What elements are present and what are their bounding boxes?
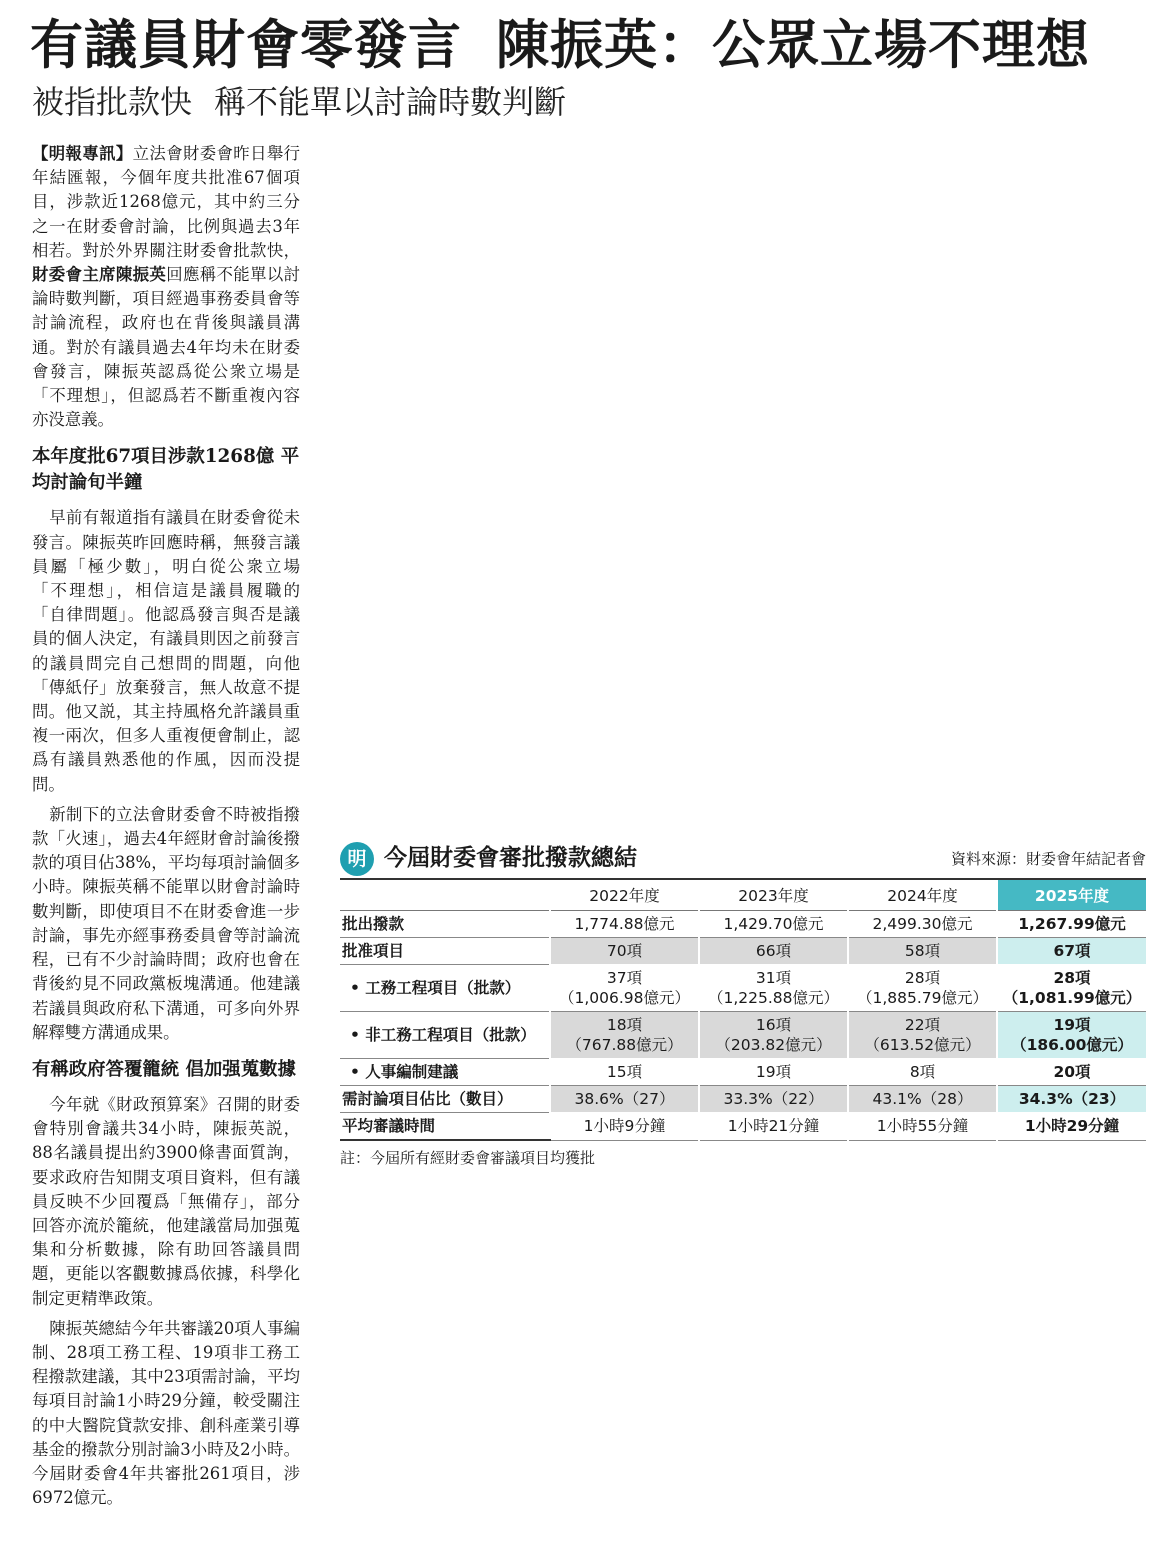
table-cell: 28項 （1,885.79億元） xyxy=(848,965,997,1012)
table-row xyxy=(340,938,1146,965)
table-cell: 1,267.99億元 xyxy=(997,911,1146,938)
table-cell: 19項 （186.00億元） xyxy=(997,1012,1146,1059)
headline-part1: 有議員財會零發言 xyxy=(30,14,462,76)
table-cell: 70項 xyxy=(550,938,699,965)
table-row xyxy=(340,911,1146,938)
table-cell: 1小時55分鐘 xyxy=(848,1113,997,1141)
table-cell: 22項 （613.52億元） xyxy=(848,1012,997,1059)
table-cell: 31項 （1,225.88億元） xyxy=(699,965,848,1012)
table-row xyxy=(340,1113,1146,1141)
table-title: 今屆財委會審批撥款總結 xyxy=(384,845,637,871)
row-label: 平均審議時間 xyxy=(340,1113,550,1141)
article-paragraph: 早前有報道指有議員在財委會從未發言。陳振英昨回應時稱，無發言議員屬「極少數」，明白從公衆立場「不理想」，相信這是議員履職的「自律問題」。他認爲發言與否是議員的個人決定，有議員則因之前發言的議員問完自己想問的問題，向他「傳紙仔」放棄發言，無人故意不提問。他又説，其主持風格允許議員重複一兩次，但多人重複便會制止，認爲有議員熟悉他的作風，因而没提問。 xyxy=(32,508,300,794)
table-header-year: 2023年度 xyxy=(699,879,848,911)
table-cell: 66項 xyxy=(699,938,848,965)
table-row xyxy=(340,1012,1146,1059)
mingpao-logo-icon: 明 xyxy=(340,842,374,876)
table-cell: 15項 xyxy=(550,1059,699,1086)
table-cell: 34.3%（23） xyxy=(997,1086,1146,1113)
row-label: • 人事編制建議 xyxy=(340,1059,550,1086)
table-row xyxy=(340,1086,1146,1113)
table-cell: 19項 xyxy=(699,1059,848,1086)
table-cell: 58項 xyxy=(848,938,997,965)
table-cell: 1小時9分鐘 xyxy=(550,1113,699,1141)
table-source: 資料來源：財委會年結記者會 xyxy=(950,850,1146,868)
section-subheading: 有稱政府答覆籠統 倡加强蒐數據 xyxy=(32,1058,296,1080)
table-header-row xyxy=(340,879,1146,911)
table-cell: 1,429.70億元 xyxy=(699,911,848,938)
subhead-part2: 稱不能單以討論時數判斷 xyxy=(214,83,567,121)
table-cell: 38.6%（27） xyxy=(550,1086,699,1113)
table-header-year: 2024年度 xyxy=(848,879,997,911)
article-paragraph: 陳振英總結今年共審議20項人事編制、28項工務工程、19項非工務工程撥款建議，其中23項需討論，平均每項目討論1小時29分鐘，較受關注的中大醫院貸款安排、創科產業引導基金的撥款分別討論3小時及2小時。今屆財委會4年共審批261項目，涉6972億元。 xyxy=(32,1318,300,1508)
row-label: 需討論項目佔比（數目） xyxy=(340,1086,550,1113)
subheadline xyxy=(32,82,566,122)
section-subheading: 本年度批67項目涉款1268億 平均討論旬半鐘 xyxy=(32,446,300,494)
article-paragraph: 今年就《財政預算案》召開的財委會特別會議共34小時，陳振英説，88名議員提出約3900條書面質詢，要求政府告知開支項目資料，但有議員反映不少回覆爲「無備存」，部分回答亦流於籠統，他建議當局加强蒐集和分析數據，除有助回答議員問題，更能以客觀數據爲依據，科學化制定更精準政策。 xyxy=(32,1094,300,1308)
headline-part2: 陳振英：公眾立場不理想 xyxy=(496,14,1090,76)
table-cell: 8項 xyxy=(848,1059,997,1086)
table-header-bar xyxy=(340,840,1146,878)
row-label: • 工務工程項目（批款） xyxy=(340,965,550,1012)
table-row xyxy=(340,965,1146,1012)
row-label: • 非工務工程項目（批款） xyxy=(340,1012,550,1059)
highlighted-name: 財委會主席陳振英 xyxy=(32,265,167,285)
subhead-part1: 被指批款快 xyxy=(32,83,193,121)
summary-table xyxy=(340,878,1146,1141)
table-cell: 1小時29分鐘 xyxy=(997,1113,1146,1141)
table-cell: 2,499.30億元 xyxy=(848,911,997,938)
byline: 【明報專訊】 xyxy=(32,144,133,163)
paragraph-text: 回應稱不能單以討論時數判斷，項目經過事務委員會等討論流程，政府也在背後與議員溝通。對於有議員過去4年均未在財委會發言，陳振英認爲從公衆立場是「不理想」，但認爲若不斷重複內容亦没意義。 xyxy=(32,265,301,430)
table-cell: 43.1%（28） xyxy=(848,1086,997,1113)
table-row xyxy=(340,1059,1146,1086)
table-cell: 37項 （1,006.98億元） xyxy=(550,965,699,1012)
table-header-year: 2022年度 xyxy=(550,879,699,911)
table-cell: 67項 xyxy=(997,938,1146,965)
table-cell: 18項 （767.88億元） xyxy=(550,1012,699,1059)
article-paragraph: 新制下的立法會財委會不時被指撥款「火速」，過去4年經財會討論後撥款的項目佔38%，平均每項討論個多小時。陳振英稱不能單以財會討論時數判斷，即使項目不在財委會進一步討論，事先亦經事務委員會等討論流程，已有不少討論時間；政府也會在背後約見不同政黨板塊溝通。他建議若議員與政府私下溝通，可多向外界解釋雙方溝通成果。 xyxy=(32,804,300,1042)
table-cell: 33.3%（22） xyxy=(699,1086,848,1113)
paragraph-text: 立法會財委會昨日舉行年結匯報，今個年度共批准67個項目，涉款近1268億元，其中約三分之一在財委會討論，比例與過去3年相若。對於外界關注財委會批款快， xyxy=(32,144,301,260)
table-cell: 20項 xyxy=(997,1059,1146,1086)
headline xyxy=(30,14,1150,76)
table-cell: 16項 （203.82億元） xyxy=(699,1012,848,1059)
table-cell: 1小時21分鐘 xyxy=(699,1113,848,1141)
table-note: 註：今屆所有經財委會審議項目均獲批 xyxy=(340,1149,596,1167)
table-cell: 1,774.88億元 xyxy=(550,911,699,938)
row-label: 批准項目 xyxy=(340,938,550,965)
row-label: 批出撥款 xyxy=(340,911,550,938)
table-header-year: 2025年度 xyxy=(997,879,1146,911)
article-paragraph xyxy=(32,142,300,432)
table-header-blank xyxy=(340,879,550,911)
table-cell: 28項 （1,081.99億元） xyxy=(997,965,1146,1012)
article-body xyxy=(32,142,300,1516)
summary-table-box xyxy=(340,840,1146,1169)
